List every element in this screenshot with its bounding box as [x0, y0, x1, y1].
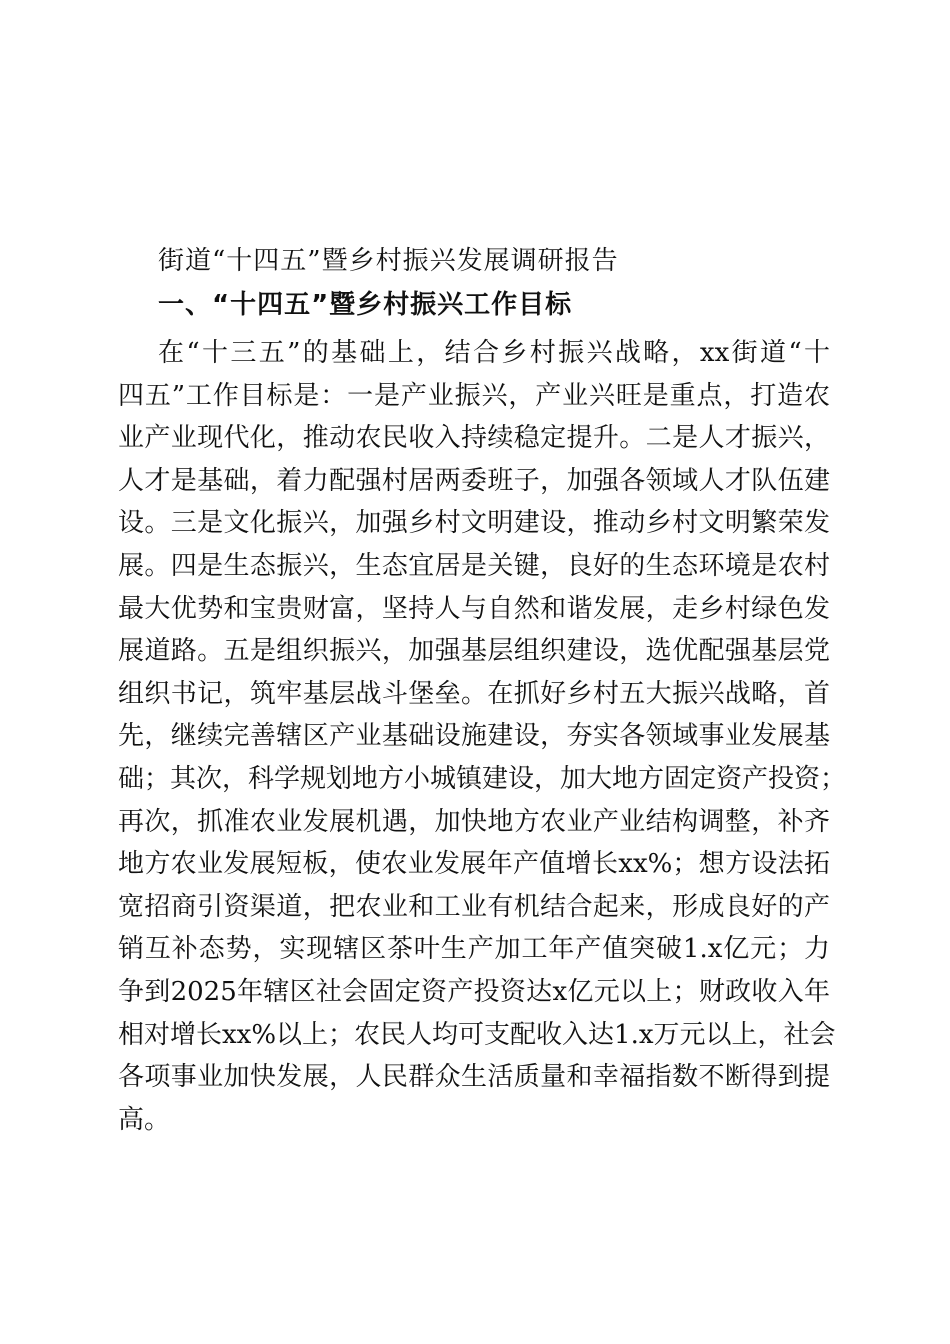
paragraph-line: 四五”工作目标是：一是产业振兴，产业兴旺是重点，打造农: [118, 380, 830, 411]
section-heading: 一、“十四五”暨乡村振兴工作目标: [158, 290, 573, 320]
paragraph-line: 础；其次，科学规划地方小城镇建设，加大地方固定资产投资；: [118, 763, 847, 794]
paragraph-line: 组织书记，筑牢基层战斗堡垒。在抓好乡村五大振兴战略，首: [118, 678, 830, 709]
paragraph-line: 再次，抓准农业发展机遇，加快地方农业产业结构调整，补齐: [118, 806, 830, 837]
paragraph-line: 在“十三五”的基础上，结合乡村振兴战略，xx街道“十: [158, 338, 830, 368]
paragraph-line: 业产业现代化，推动农民收入持续稳定提升。二是人才振兴，: [118, 423, 830, 454]
body-paragraph: [118, 332, 847, 1141]
paragraph-line: 宽招商引资渠道，把农业和工业有机结合起来，形成良好的产: [118, 891, 830, 922]
paragraph-line: 高。: [118, 1104, 171, 1135]
paragraph-line: 人才是基础，着力配强村居两委班子，加强各领域人才队伍建: [118, 465, 830, 496]
paragraph-line: 地方农业发展短板，使农业发展年产值增长xx%；想方设法拓: [118, 849, 830, 880]
paragraph-line: 相对增长xx%以上；农民人均可支配收入达1.x万元以上，社会: [118, 1019, 836, 1050]
paragraph-line: 展道路。五是组织振兴，加强基层组织建设，选优配强基层党: [118, 636, 830, 667]
paragraph-line: 争到2025年辖区社会固定资产投资达x亿元以上；财政收入年: [118, 976, 830, 1007]
paragraph-line: 最大优势和宝贵财富，坚持人与自然和谐发展，走乡村绿色发: [118, 593, 830, 624]
paragraph-line: 先，继续完善辖区产业基础设施建设，夯实各领域事业发展基: [118, 721, 830, 752]
paragraph-line: 各项事业加快发展，人民群众生活质量和幸福指数不断得到提: [118, 1062, 830, 1093]
paragraph-line: 展。四是生态振兴，生态宜居是关键，良好的生态环境是农村: [118, 550, 830, 581]
document-title: 街道“十四五”暨乡村振兴发展调研报告: [158, 246, 619, 276]
paragraph-line: 销互补态势，实现辖区茶叶生产加工年产值突破1.x亿元；力: [118, 934, 830, 965]
paragraph-line: 设。三是文化振兴，加强乡村文明建设，推动乡村文明繁荣发: [118, 508, 830, 539]
